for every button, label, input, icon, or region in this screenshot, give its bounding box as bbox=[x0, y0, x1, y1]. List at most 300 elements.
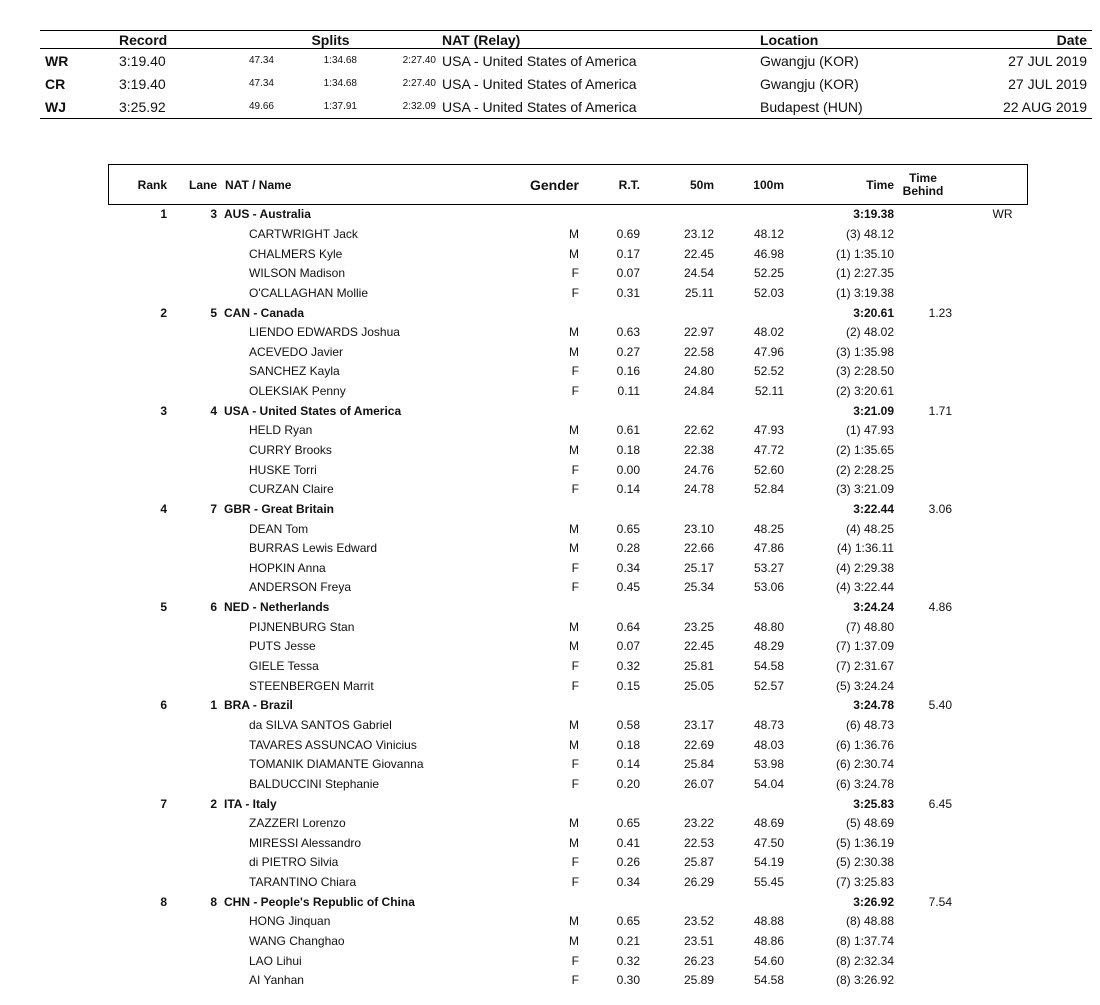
swimmer-record-cell bbox=[952, 421, 1028, 441]
swimmer-name: ZAZZERI Lorenzo bbox=[249, 816, 346, 831]
swimmer-rank-cell bbox=[109, 264, 168, 284]
swimmer-rank-cell bbox=[109, 460, 168, 480]
record-split-3: 2:27.40 bbox=[402, 78, 436, 89]
swimmer-name: HUSKE Torri bbox=[249, 462, 317, 477]
swimmer-time-behind-cell bbox=[894, 951, 952, 971]
team-row bbox=[109, 303, 1028, 323]
swimmer-split-50m: 23.17 bbox=[683, 717, 714, 732]
swimmer-split-50m: 22.58 bbox=[683, 344, 714, 359]
swimmer-record-cell bbox=[952, 853, 1028, 873]
swimmer-name: CHALMERS Kyle bbox=[249, 246, 343, 261]
team-time: 3:19.38 bbox=[853, 207, 894, 222]
swimmer-reaction-time: 0.27 bbox=[616, 344, 640, 359]
swimmer-split-100m: 47.93 bbox=[753, 423, 784, 438]
swimmer-time: (1) 47.93 bbox=[845, 423, 894, 438]
swimmer-time-behind-cell bbox=[894, 755, 952, 775]
swimmer-time: (2) 2:28.25 bbox=[835, 462, 894, 477]
swimmer-rank-cell bbox=[109, 559, 168, 579]
swimmer-row bbox=[109, 421, 1028, 441]
swimmer-name: BURRAS Lewis Edward bbox=[249, 541, 378, 556]
team-lane: 7 bbox=[210, 501, 217, 516]
swimmer-time-behind-cell bbox=[894, 264, 952, 284]
team-reaction-time bbox=[579, 598, 640, 618]
swimmer-record-cell bbox=[952, 637, 1028, 657]
swimmer-reaction-time: 0.31 bbox=[616, 285, 640, 300]
swimmer-name: O'CALLAGHAN Mollie bbox=[249, 285, 368, 300]
swimmer-time: (5) 2:30.38 bbox=[835, 855, 894, 870]
swimmer-name: PUTS Jesse bbox=[249, 639, 316, 654]
swimmer-name: MIRESSI Alessandro bbox=[249, 835, 362, 850]
swimmer-record-cell bbox=[952, 382, 1028, 402]
swimmer-time: (6) 48.73 bbox=[845, 717, 894, 732]
swimmer-split-50m: 23.51 bbox=[683, 934, 714, 949]
records-header-row bbox=[40, 31, 1092, 49]
swimmer-lane-cell bbox=[167, 637, 217, 657]
swimmer-name: TAVARES ASSUNCAO Vinicius bbox=[249, 737, 417, 752]
team-row bbox=[109, 794, 1028, 814]
team-rank: 4 bbox=[160, 501, 167, 516]
swimmer-lane-cell bbox=[167, 362, 217, 382]
swimmer-name: OLEKSIAK Penny bbox=[249, 384, 346, 399]
swimmer-row bbox=[109, 225, 1028, 245]
record-split-2: 1:34.68 bbox=[323, 55, 357, 66]
swimmer-split-100m: 48.25 bbox=[753, 521, 784, 536]
swimmer-row bbox=[109, 735, 1028, 755]
swimmer-split-50m: 24.84 bbox=[683, 384, 714, 399]
swimmer-reaction-time: 0.26 bbox=[616, 855, 640, 870]
swimmer-time: (7) 1:37.09 bbox=[835, 639, 894, 654]
swimmer-time: (6) 2:30.74 bbox=[835, 757, 894, 772]
swimmer-split-50m: 25.34 bbox=[683, 580, 714, 595]
swimmer-time: (2) 1:35.65 bbox=[835, 443, 894, 457]
record-location: Gwangju (KOR) bbox=[760, 75, 859, 92]
swimmer-record-cell bbox=[952, 362, 1028, 382]
swimmer-name: ANDERSON Freya bbox=[249, 580, 352, 595]
swimmer-gender: F bbox=[571, 757, 579, 772]
swimmer-time: (6) 3:24.78 bbox=[835, 776, 894, 791]
swimmer-rank-cell bbox=[109, 775, 168, 795]
swimmer-split-100m: 48.88 bbox=[753, 914, 784, 929]
team-split-50m bbox=[640, 598, 714, 618]
record-row bbox=[40, 95, 1092, 119]
records-location-header: Location bbox=[760, 32, 819, 48]
swimmer-lane-cell bbox=[167, 932, 217, 952]
record-split-1: 47.34 bbox=[248, 55, 274, 66]
team-split-50m bbox=[640, 794, 714, 814]
swimmer-gender: M bbox=[569, 717, 579, 732]
team-split-100m bbox=[714, 794, 784, 814]
team-name: GBR - Great Britain bbox=[224, 501, 335, 516]
team-split-100m bbox=[714, 401, 784, 421]
swimmer-time-behind-cell bbox=[894, 284, 952, 304]
swimmer-reaction-time: 0.18 bbox=[616, 443, 640, 457]
swimmer-time: (8) 2:32.34 bbox=[835, 953, 894, 968]
team-record-flag bbox=[952, 598, 1028, 618]
swimmer-reaction-time: 0.07 bbox=[616, 639, 640, 654]
team-split-50m bbox=[640, 205, 714, 225]
swimmer-lane-cell bbox=[167, 519, 217, 539]
swimmer-reaction-time: 0.64 bbox=[616, 619, 640, 634]
swimmer-row bbox=[109, 342, 1028, 362]
swimmer-row bbox=[109, 873, 1028, 893]
record-split-2: 1:34.68 bbox=[323, 78, 357, 89]
swimmer-time-behind-cell bbox=[894, 578, 952, 598]
swimmer-time-behind-cell bbox=[894, 225, 952, 245]
swimmer-row bbox=[109, 637, 1028, 657]
time-behind-header: Time Behind bbox=[894, 165, 952, 205]
swimmer-split-100m: 48.12 bbox=[753, 226, 784, 241]
swimmer-time-behind-cell bbox=[894, 814, 952, 834]
swimmer-name: CARTWRIGHT Jack bbox=[249, 226, 358, 241]
swimmer-lane-cell bbox=[167, 814, 217, 834]
record-location: Budapest (HUN) bbox=[760, 98, 863, 115]
swimmer-time-behind-cell bbox=[894, 460, 952, 480]
swimmer-split-100m: 52.52 bbox=[753, 364, 784, 379]
team-split-50m bbox=[640, 696, 714, 716]
swimmer-time: (1) 1:35.10 bbox=[835, 246, 894, 261]
swimmer-name: LAO Lihui bbox=[249, 953, 302, 968]
swimmer-record-cell bbox=[952, 873, 1028, 893]
record-time: 3:19.40 bbox=[119, 75, 166, 92]
swimmer-reaction-time: 0.21 bbox=[616, 934, 640, 949]
team-gender bbox=[509, 500, 579, 520]
swimmer-record-cell bbox=[952, 441, 1028, 461]
team-rank: 6 bbox=[160, 698, 167, 713]
results-table bbox=[108, 164, 1028, 991]
swimmer-gender: M bbox=[569, 914, 579, 929]
swimmer-rank-cell bbox=[109, 814, 168, 834]
team-rank: 7 bbox=[160, 796, 167, 811]
swimmer-name: WANG Changhao bbox=[249, 934, 345, 949]
swimmer-gender: F bbox=[571, 973, 579, 988]
swimmer-row bbox=[109, 775, 1028, 795]
team-split-100m bbox=[714, 598, 784, 618]
swimmer-record-cell bbox=[952, 323, 1028, 343]
swimmer-time: (1) 2:27.35 bbox=[835, 266, 894, 281]
swimmer-row bbox=[109, 971, 1028, 991]
split-50m-header: 50m bbox=[640, 165, 714, 205]
swimmer-rank-cell bbox=[109, 284, 168, 304]
swimmer-time-behind-cell bbox=[894, 421, 952, 441]
swimmer-row bbox=[109, 912, 1028, 932]
swimmer-split-100m: 48.03 bbox=[753, 737, 784, 752]
swimmer-reaction-time: 0.65 bbox=[616, 816, 640, 831]
team-record-flag bbox=[952, 401, 1028, 421]
swimmer-name: STEENBERGEN Marrit bbox=[249, 678, 374, 693]
swimmer-rank-cell bbox=[109, 637, 168, 657]
record-split-1: 49.66 bbox=[248, 101, 274, 112]
swimmer-split-100m: 55.45 bbox=[753, 875, 784, 890]
swimmer-time-behind-cell bbox=[894, 323, 952, 343]
record-date: 22 AUG 2019 bbox=[1002, 98, 1087, 115]
swimmer-row bbox=[109, 264, 1028, 284]
record-split-3: 2:27.40 bbox=[402, 55, 436, 66]
swimmer-row bbox=[109, 657, 1028, 677]
team-name: NED - Netherlands bbox=[224, 600, 330, 615]
team-time: 3:21.09 bbox=[853, 403, 894, 418]
swimmer-record-cell bbox=[952, 284, 1028, 304]
swimmer-name: SANCHEZ Kayla bbox=[249, 364, 340, 379]
swimmer-lane-cell bbox=[167, 873, 217, 893]
team-record-flag: WR bbox=[992, 207, 1013, 222]
team-record-flag bbox=[952, 696, 1028, 716]
swimmer-gender: M bbox=[569, 344, 579, 359]
swimmer-record-cell bbox=[952, 912, 1028, 932]
swimmer-split-100m: 52.25 bbox=[753, 266, 784, 281]
swimmer-rank-cell bbox=[109, 539, 168, 559]
swimmer-reaction-time: 0.00 bbox=[616, 462, 640, 477]
swimmer-record-cell bbox=[952, 559, 1028, 579]
swimmer-reaction-time: 0.11 bbox=[617, 384, 640, 399]
swimmer-time-behind-cell bbox=[894, 539, 952, 559]
record-split-2: 1:37.91 bbox=[323, 101, 357, 112]
swimmer-gender: M bbox=[569, 816, 579, 831]
record-date: 27 JUL 2019 bbox=[1008, 52, 1087, 69]
record-type: WJ bbox=[45, 98, 66, 115]
swimmer-split-100m: 52.60 bbox=[753, 462, 784, 477]
swimmer-time: (5) 1:36.19 bbox=[835, 835, 894, 850]
swimmer-lane-cell bbox=[167, 539, 217, 559]
team-name: AUS - Australia bbox=[224, 207, 311, 222]
swimmer-lane-cell bbox=[167, 853, 217, 873]
swimmer-split-100m: 48.69 bbox=[753, 816, 784, 831]
swimmer-gender: M bbox=[569, 619, 579, 634]
records-record-header: Record bbox=[119, 32, 168, 48]
swimmer-time: (4) 1:36.11 bbox=[836, 541, 894, 556]
swimmer-row bbox=[109, 382, 1028, 402]
team-time: 3:24.24 bbox=[853, 600, 894, 615]
team-lane: 3 bbox=[210, 207, 217, 222]
swimmer-split-50m: 22.69 bbox=[683, 737, 714, 752]
team-row bbox=[109, 500, 1028, 520]
swimmer-time-behind-cell bbox=[894, 775, 952, 795]
swimmer-row bbox=[109, 951, 1028, 971]
swimmer-split-50m: 25.05 bbox=[683, 678, 714, 693]
swimmer-record-cell bbox=[952, 932, 1028, 952]
swimmer-split-50m: 23.10 bbox=[683, 521, 714, 536]
swimmer-lane-cell bbox=[167, 775, 217, 795]
swimmer-rank-cell bbox=[109, 971, 168, 991]
team-record-flag bbox=[952, 303, 1028, 323]
team-row bbox=[109, 401, 1028, 421]
swimmer-split-50m: 22.62 bbox=[683, 423, 714, 438]
swimmer-record-cell bbox=[952, 735, 1028, 755]
swimmer-reaction-time: 0.07 bbox=[616, 266, 640, 281]
swimmer-rank-cell bbox=[109, 362, 168, 382]
team-split-100m bbox=[714, 205, 784, 225]
swimmer-reaction-time: 0.69 bbox=[616, 226, 640, 241]
swimmer-record-cell bbox=[952, 460, 1028, 480]
swimmer-row bbox=[109, 244, 1028, 264]
team-name: USA - United States of America bbox=[224, 403, 402, 418]
team-gender bbox=[509, 696, 579, 716]
swimmer-lane-cell bbox=[167, 441, 217, 461]
swimmer-name: ACEVEDO Javier bbox=[249, 344, 344, 359]
team-time-behind: 1.23 bbox=[928, 305, 952, 320]
swimmer-name: HOPKIN Anna bbox=[249, 560, 326, 575]
swimmer-gender: F bbox=[571, 875, 579, 890]
team-row bbox=[109, 892, 1028, 912]
swimmer-split-50m: 23.52 bbox=[683, 914, 714, 929]
record-location: Gwangju (KOR) bbox=[760, 52, 859, 69]
swimmer-split-100m: 54.60 bbox=[753, 953, 784, 968]
records-splits-header: Splits bbox=[311, 32, 350, 48]
swimmer-split-100m: 54.19 bbox=[753, 855, 784, 870]
team-split-100m bbox=[714, 892, 784, 912]
swimmer-time-behind-cell bbox=[894, 657, 952, 677]
swimmer-time: (3) 3:21.09 bbox=[835, 482, 894, 497]
record-type: WR bbox=[45, 52, 69, 69]
swimmer-gender: F bbox=[571, 580, 579, 595]
swimmer-reaction-time: 0.28 bbox=[616, 541, 640, 556]
swimmer-split-50m: 24.54 bbox=[683, 266, 714, 281]
swimmer-split-100m: 47.86 bbox=[753, 541, 784, 556]
swimmer-split-50m: 22.45 bbox=[683, 246, 714, 261]
swimmer-reaction-time: 0.32 bbox=[616, 953, 640, 968]
team-reaction-time bbox=[579, 794, 640, 814]
team-record-flag bbox=[952, 892, 1028, 912]
team-time-behind: 7.54 bbox=[928, 894, 952, 909]
team-time-behind: 6.45 bbox=[928, 796, 952, 811]
swimmer-row bbox=[109, 755, 1028, 775]
swimmer-rank-cell bbox=[109, 834, 168, 854]
swimmer-time-behind-cell bbox=[894, 480, 952, 500]
swimmer-time: (5) 3:24.24 bbox=[835, 678, 894, 693]
swimmer-time-behind-cell bbox=[894, 617, 952, 637]
swimmer-time-behind-cell bbox=[894, 342, 952, 362]
swimmer-row bbox=[109, 834, 1028, 854]
swimmer-split-50m: 22.66 bbox=[683, 541, 714, 556]
team-lane: 6 bbox=[210, 600, 217, 615]
swimmer-rank-cell bbox=[109, 912, 168, 932]
swimmer-record-cell bbox=[952, 342, 1028, 362]
swimmer-lane-cell bbox=[167, 244, 217, 264]
swimmer-record-cell bbox=[952, 676, 1028, 696]
swimmer-reaction-time: 0.63 bbox=[616, 325, 640, 340]
swimmer-rank-cell bbox=[109, 244, 168, 264]
swimmer-split-100m: 47.72 bbox=[753, 443, 784, 457]
swimmer-row bbox=[109, 578, 1028, 598]
swimmer-time-behind-cell bbox=[894, 441, 952, 461]
swimmer-split-100m: 46.98 bbox=[753, 246, 784, 261]
lane-header: Lane bbox=[167, 165, 217, 205]
team-reaction-time bbox=[579, 892, 640, 912]
swimmer-record-cell bbox=[952, 951, 1028, 971]
swimmer-time: (5) 48.69 bbox=[845, 816, 894, 831]
split-100m-header: 100m bbox=[714, 165, 784, 205]
swimmer-reaction-time: 0.16 bbox=[616, 364, 640, 379]
team-reaction-time bbox=[579, 205, 640, 225]
swimmer-split-100m: 53.27 bbox=[753, 560, 784, 575]
swimmer-time-behind-cell bbox=[894, 676, 952, 696]
team-time-behind: 5.40 bbox=[928, 698, 952, 713]
team-gender bbox=[509, 205, 579, 225]
swimmer-rank-cell bbox=[109, 716, 168, 736]
swimmer-gender: M bbox=[569, 423, 579, 438]
swimmer-split-50m: 25.81 bbox=[683, 659, 714, 674]
swimmer-split-100m: 53.06 bbox=[753, 580, 784, 595]
swimmer-rank-cell bbox=[109, 323, 168, 343]
record-row bbox=[40, 72, 1092, 95]
swimmer-reaction-time: 0.34 bbox=[616, 875, 640, 890]
swimmer-record-cell bbox=[952, 519, 1028, 539]
swimmer-gender: M bbox=[569, 835, 579, 850]
swimmer-reaction-time: 0.18 bbox=[616, 737, 640, 752]
swimmer-split-50m: 26.29 bbox=[683, 875, 714, 890]
team-reaction-time bbox=[579, 696, 640, 716]
swimmer-lane-cell bbox=[167, 480, 217, 500]
swimmer-split-50m: 23.12 bbox=[683, 226, 714, 241]
swimmer-row bbox=[109, 539, 1028, 559]
swimmer-time-behind-cell bbox=[894, 382, 952, 402]
swimmer-split-50m: 25.84 bbox=[683, 757, 714, 772]
swimmer-gender: F bbox=[571, 364, 579, 379]
swimmer-name: di PIETRO Silvia bbox=[249, 855, 339, 870]
swimmer-row bbox=[109, 559, 1028, 579]
swimmer-name: LIENDO EDWARDS Joshua bbox=[249, 325, 400, 340]
record-row bbox=[40, 49, 1092, 73]
team-gender bbox=[509, 892, 579, 912]
swimmer-split-50m: 24.78 bbox=[683, 482, 714, 497]
swimmer-reaction-time: 0.65 bbox=[616, 914, 640, 929]
swimmer-time: (8) 1:37.74 bbox=[835, 934, 894, 949]
swimmer-reaction-time: 0.61 bbox=[616, 423, 640, 438]
swimmer-split-50m: 25.87 bbox=[683, 855, 714, 870]
swimmer-rank-cell bbox=[109, 735, 168, 755]
swimmer-gender: M bbox=[569, 443, 579, 457]
swimmer-record-cell bbox=[952, 244, 1028, 264]
team-row bbox=[109, 205, 1028, 225]
team-rank: 3 bbox=[160, 403, 167, 418]
team-record-flag bbox=[952, 500, 1028, 520]
team-lane: 2 bbox=[210, 796, 217, 811]
swimmer-gender: M bbox=[569, 541, 579, 556]
swimmer-split-100m: 48.73 bbox=[753, 717, 784, 732]
swimmer-name: CURRY Brooks bbox=[249, 443, 332, 457]
swimmer-time: (2) 3:20.61 bbox=[835, 384, 894, 399]
team-name: CHN - People's Republic of China bbox=[224, 894, 415, 909]
swimmer-lane-cell bbox=[167, 912, 217, 932]
swimmer-lane-cell bbox=[167, 559, 217, 579]
swimmer-split-100m: 48.29 bbox=[753, 639, 784, 654]
swimmer-record-cell bbox=[952, 539, 1028, 559]
swimmer-gender: F bbox=[571, 678, 579, 693]
swimmer-time-behind-cell bbox=[894, 519, 952, 539]
swimmer-name: PIJNENBURG Stan bbox=[249, 619, 355, 634]
swimmer-rank-cell bbox=[109, 853, 168, 873]
record-date: 27 JUL 2019 bbox=[1008, 75, 1087, 92]
team-rank: 8 bbox=[160, 894, 167, 909]
swimmer-name: GIELE Tessa bbox=[249, 659, 319, 674]
swimmer-rank-cell bbox=[109, 617, 168, 637]
swimmer-gender: M bbox=[569, 521, 579, 536]
swimmer-rank-cell bbox=[109, 873, 168, 893]
team-row bbox=[109, 696, 1028, 716]
swimmer-reaction-time: 0.15 bbox=[616, 678, 640, 693]
swimmer-record-cell bbox=[952, 617, 1028, 637]
swimmer-lane-cell bbox=[167, 735, 217, 755]
swimmer-split-50m: 23.22 bbox=[683, 816, 714, 831]
gender-header: Gender bbox=[509, 165, 579, 205]
swimmer-split-100m: 52.03 bbox=[753, 285, 784, 300]
team-name: BRA - Brazil bbox=[224, 698, 293, 713]
swimmer-reaction-time: 0.41 bbox=[616, 835, 640, 850]
swimmer-split-50m: 26.07 bbox=[683, 776, 714, 791]
swimmer-time: (3) 48.12 bbox=[845, 226, 894, 241]
team-split-50m bbox=[640, 892, 714, 912]
swimmer-gender: F bbox=[571, 776, 579, 791]
swimmer-name: HONG Jinquan bbox=[249, 914, 331, 929]
